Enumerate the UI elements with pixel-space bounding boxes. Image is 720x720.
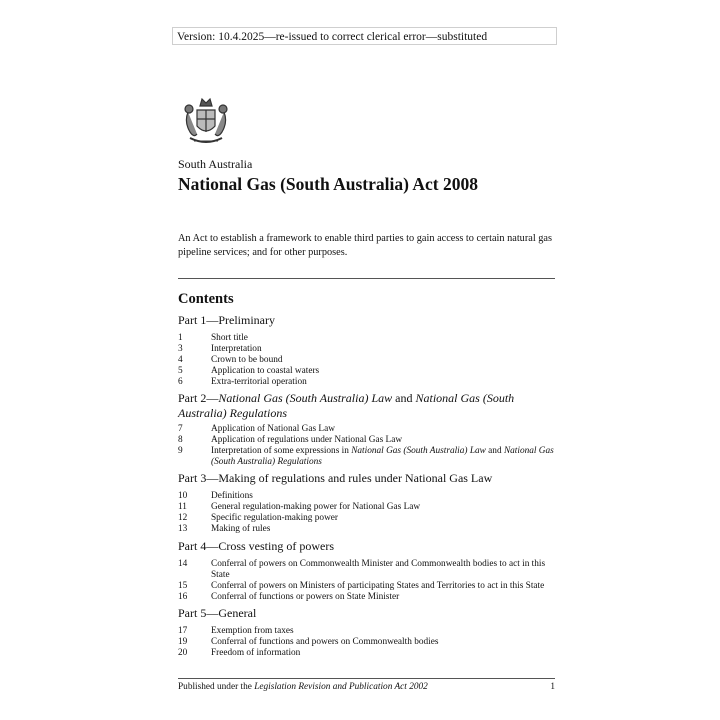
coat-of-arms-icon bbox=[180, 94, 232, 148]
section-title: Interpretation of some expressions in National Gas (South Australia) Law and National Gas (South Australia) Regulations bbox=[211, 446, 554, 468]
section-number: 8 bbox=[178, 435, 183, 445]
part-heading[interactable]: Part 1—Preliminary bbox=[178, 313, 275, 327]
section-title: Specific regulation-making power bbox=[211, 513, 339, 523]
part-heading[interactable]: Part 5—General bbox=[178, 606, 257, 620]
section-title: Conferral of powers on Commonwealth Minister and Commonwealth bodies to act in this State bbox=[211, 559, 546, 581]
section-title: Short title bbox=[211, 333, 248, 343]
section-title: Definitions bbox=[211, 491, 253, 501]
footer-act-name: Legislation Revision and Publication Act 2002 bbox=[254, 682, 428, 692]
section-title: Freedom of information bbox=[211, 648, 301, 658]
divider bbox=[178, 278, 555, 279]
section-title: Application of regulations under National Gas Law bbox=[211, 435, 403, 445]
section-number: 13 bbox=[178, 524, 188, 534]
section-number: 10 bbox=[178, 491, 188, 501]
section-title: General regulation-making power for National Gas Law bbox=[211, 502, 421, 512]
long-title: An Act to establish a framework to enable third parties to gain access to certain natural gas pipeline services; and for other purposes. bbox=[178, 233, 552, 258]
section-number: 4 bbox=[178, 355, 183, 365]
section-number: 7 bbox=[178, 424, 183, 434]
jurisdiction: South Australia bbox=[178, 157, 253, 171]
page-title: National Gas (South Australia) Act 2008 bbox=[178, 174, 478, 194]
section-number: 9 bbox=[178, 446, 183, 456]
section-number: 17 bbox=[178, 626, 188, 636]
version-note: Version: 10.4.2025—re-issued to correct clerical error—substituted bbox=[172, 27, 557, 45]
contents-heading: Contents bbox=[178, 291, 234, 307]
section-number: 12 bbox=[178, 513, 188, 523]
page-number: 1 bbox=[550, 682, 555, 692]
section-title: Interpretation bbox=[211, 344, 262, 354]
section-number: 6 bbox=[178, 377, 183, 387]
section-number: 15 bbox=[178, 581, 188, 591]
section-number: 3 bbox=[178, 344, 183, 354]
section-title: Conferral of functions or powers on State Minister bbox=[211, 592, 400, 602]
section-number: 20 bbox=[178, 648, 188, 658]
section-title: Crown to be bound bbox=[211, 355, 283, 365]
section-title: Extra-territorial operation bbox=[211, 377, 307, 387]
part-heading[interactable]: Part 4—Cross vesting of powers bbox=[178, 539, 334, 553]
footer-text: Published under the bbox=[178, 682, 255, 692]
part-heading[interactable]: Part 2—National Gas (South Australia) Law and National Gas (South Australia) Regulations bbox=[178, 391, 515, 420]
section-title: Conferral of powers on Ministers of participating States and Territories to act in this State bbox=[211, 581, 545, 591]
section-number: 11 bbox=[178, 502, 187, 512]
section-title: Application to coastal waters bbox=[211, 366, 320, 376]
section-title: Exemption from taxes bbox=[211, 626, 294, 636]
section-number: 1 bbox=[178, 333, 183, 343]
footer bbox=[178, 682, 555, 692]
section-number: 14 bbox=[178, 559, 188, 569]
section-number: 19 bbox=[178, 637, 188, 647]
footer-divider bbox=[178, 678, 555, 679]
section-number: 5 bbox=[178, 366, 183, 376]
section-title: Conferral of functions and powers on Commonwealth bodies bbox=[211, 637, 439, 647]
section-number: 16 bbox=[178, 592, 188, 602]
section-title: Making of rules bbox=[211, 524, 271, 534]
section-title: Application of National Gas Law bbox=[211, 424, 335, 434]
part-heading[interactable]: Part 3—Making of regulations and rules under National Gas Law bbox=[178, 471, 493, 485]
